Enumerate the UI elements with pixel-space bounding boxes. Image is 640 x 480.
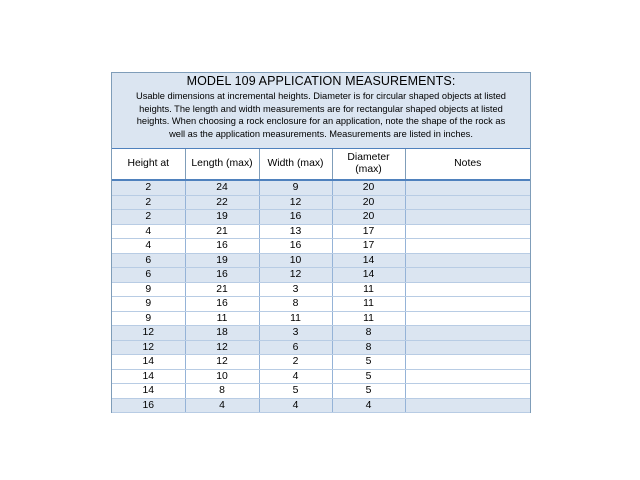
column-header-diameter: Diameter (max) bbox=[332, 149, 405, 180]
cell-width: 16 bbox=[259, 239, 332, 254]
cell-height: 4 bbox=[112, 224, 185, 239]
cell-notes bbox=[405, 297, 530, 312]
cell-diameter: 20 bbox=[332, 180, 405, 195]
cell-length: 19 bbox=[185, 210, 259, 225]
header-block bbox=[112, 72, 530, 149]
table-row bbox=[112, 311, 530, 326]
cell-width: 3 bbox=[259, 326, 332, 341]
cell-height: 16 bbox=[112, 398, 185, 413]
cell-notes bbox=[405, 224, 530, 239]
table-row bbox=[112, 384, 530, 399]
cell-length: 12 bbox=[185, 355, 259, 370]
cell-width: 12 bbox=[259, 195, 332, 210]
table-row bbox=[112, 268, 530, 283]
cell-height: 6 bbox=[112, 253, 185, 268]
table-row bbox=[112, 282, 530, 297]
cell-width: 9 bbox=[259, 180, 332, 195]
cell-notes bbox=[405, 326, 530, 341]
description-line: Usable dimensions at incremental heights. Diameter is for circular shaped objects at listed bbox=[136, 91, 506, 101]
description-line: heights. When choosing a rock enclosure for an application, note the shape of the rock as bbox=[136, 116, 506, 127]
table-row bbox=[112, 369, 530, 384]
cell-length: 11 bbox=[185, 311, 259, 326]
cell-height: 14 bbox=[112, 369, 185, 384]
cell-height: 9 bbox=[112, 311, 185, 326]
cell-width: 6 bbox=[259, 340, 332, 355]
cell-length: 16 bbox=[185, 297, 259, 312]
cell-diameter: 14 bbox=[332, 268, 405, 283]
cell-diameter: 8 bbox=[332, 326, 405, 341]
cell-height: 2 bbox=[112, 210, 185, 225]
cell-length: 21 bbox=[185, 282, 259, 297]
table-row bbox=[112, 239, 530, 254]
cell-width: 4 bbox=[259, 398, 332, 413]
cell-notes bbox=[405, 369, 530, 384]
table-row bbox=[112, 253, 530, 268]
cell-diameter: 5 bbox=[332, 369, 405, 384]
cell-length: 21 bbox=[185, 224, 259, 239]
cell-notes bbox=[405, 355, 530, 370]
cell-diameter: 5 bbox=[332, 355, 405, 370]
column-header-width: Width (max) bbox=[259, 149, 332, 180]
cell-length: 10 bbox=[185, 369, 259, 384]
cell-notes bbox=[405, 253, 530, 268]
cell-height: 9 bbox=[112, 297, 185, 312]
cell-diameter: 17 bbox=[332, 224, 405, 239]
cell-width: 13 bbox=[259, 224, 332, 239]
measurements-sheet bbox=[111, 72, 531, 413]
cell-notes bbox=[405, 340, 530, 355]
description-line: heights. The length and width measurements are for rectangular shaped objects at listed bbox=[139, 103, 503, 114]
cell-height: 12 bbox=[112, 326, 185, 341]
cell-height: 4 bbox=[112, 239, 185, 254]
cell-notes bbox=[405, 239, 530, 254]
cell-diameter: 20 bbox=[332, 195, 405, 210]
description-line: well as the application measurements. Measurements are listed in inches. bbox=[169, 128, 473, 139]
table-row bbox=[112, 180, 530, 195]
cell-notes bbox=[405, 210, 530, 225]
cell-length: 22 bbox=[185, 195, 259, 210]
cell-height: 14 bbox=[112, 355, 185, 370]
cell-width: 11 bbox=[259, 311, 332, 326]
cell-width: 5 bbox=[259, 384, 332, 399]
cell-length: 8 bbox=[185, 384, 259, 399]
cell-height: 9 bbox=[112, 282, 185, 297]
table-row bbox=[112, 355, 530, 370]
column-header-notes: Notes bbox=[405, 149, 530, 180]
cell-diameter: 11 bbox=[332, 282, 405, 297]
table-row bbox=[112, 326, 530, 341]
table-row bbox=[112, 195, 530, 210]
column-header-length: Length (max) bbox=[185, 149, 259, 180]
table-row bbox=[112, 340, 530, 355]
sheet-description bbox=[112, 90, 530, 140]
cell-height: 12 bbox=[112, 340, 185, 355]
cell-diameter: 8 bbox=[332, 340, 405, 355]
cell-length: 18 bbox=[185, 326, 259, 341]
cell-notes bbox=[405, 282, 530, 297]
cell-height: 6 bbox=[112, 268, 185, 283]
table-row bbox=[112, 224, 530, 239]
table-body bbox=[112, 180, 530, 413]
cell-notes bbox=[405, 180, 530, 195]
cell-notes bbox=[405, 195, 530, 210]
cell-width: 10 bbox=[259, 253, 332, 268]
cell-width: 12 bbox=[259, 268, 332, 283]
sheet-title: MODEL 109 APPLICATION MEASUREMENTS: bbox=[186, 74, 456, 88]
table-row bbox=[112, 297, 530, 312]
cell-length: 16 bbox=[185, 239, 259, 254]
cell-width: 4 bbox=[259, 369, 332, 384]
table-row bbox=[112, 398, 530, 413]
cell-height: 14 bbox=[112, 384, 185, 399]
cell-height: 2 bbox=[112, 180, 185, 195]
cell-width: 8 bbox=[259, 297, 332, 312]
cell-width: 16 bbox=[259, 210, 332, 225]
cell-diameter: 14 bbox=[332, 253, 405, 268]
cell-height: 2 bbox=[112, 195, 185, 210]
column-header-height: Height at bbox=[112, 149, 185, 180]
cell-diameter: 5 bbox=[332, 384, 405, 399]
cell-diameter: 11 bbox=[332, 297, 405, 312]
cell-notes bbox=[405, 384, 530, 399]
cell-width: 3 bbox=[259, 282, 332, 297]
cell-notes bbox=[405, 398, 530, 413]
cell-length: 19 bbox=[185, 253, 259, 268]
cell-notes bbox=[405, 268, 530, 283]
cell-length: 16 bbox=[185, 268, 259, 283]
cell-length: 4 bbox=[185, 398, 259, 413]
cell-length: 24 bbox=[185, 180, 259, 195]
cell-width: 2 bbox=[259, 355, 332, 370]
cell-length: 12 bbox=[185, 340, 259, 355]
header-row bbox=[112, 149, 530, 180]
measurements-table bbox=[112, 149, 530, 413]
cell-notes bbox=[405, 311, 530, 326]
cell-diameter: 4 bbox=[332, 398, 405, 413]
cell-diameter: 17 bbox=[332, 239, 405, 254]
cell-diameter: 11 bbox=[332, 311, 405, 326]
cell-diameter: 20 bbox=[332, 210, 405, 225]
table-row bbox=[112, 210, 530, 225]
